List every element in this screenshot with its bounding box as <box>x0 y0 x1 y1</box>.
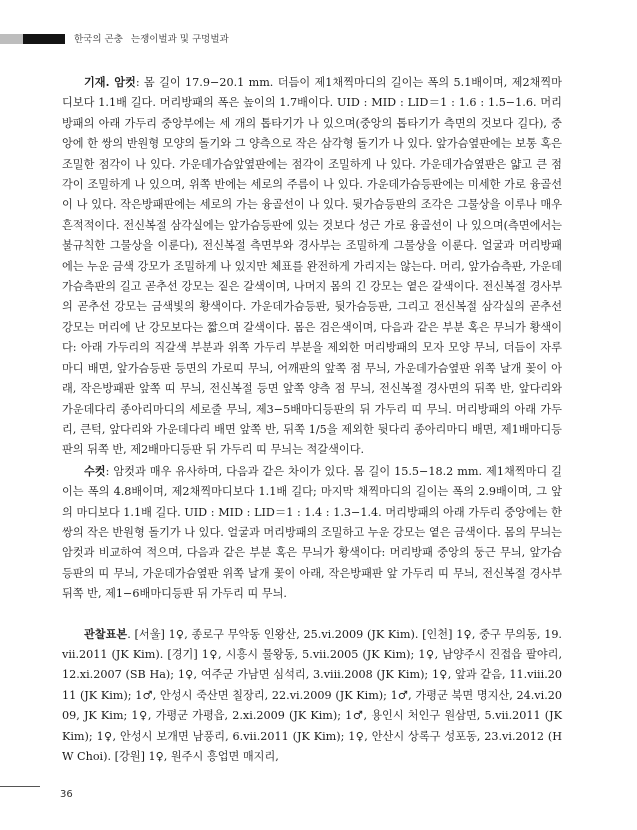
header-text <box>74 31 229 45</box>
chapter-title: 는쟁이벌과 및 구멍벌과 <box>130 34 229 45</box>
book-title: 한국의 곤충 <box>74 34 123 45</box>
description-female-text: : 몸 길이 17.9−20.1 mm. 더듬이 제1채찍마디의 길이는 폭의 5.1배이며, 제2채찍마디보다 1.1배 길다. 머리방패의 폭은 높이의 1.7배이다. UID : MID : LID＝1 : 1.6 : 1.5−1.6. 머리방패의 아래 가두리 중앙부에는 세 개의 톱타기가 나 있으며(중앙의 톱타기가 측면의 것보다 길다), 중앙에 한 쌍의 반원형 모양의 돌기와 그 양측으로 작은 삼각형 돌기가 나 있다. 앞가슴옆판에는 보통 혹은 조밀한 점각이 나 있다. 가운데가슴앞옆판에는 점각이 조밀하게 나 있다. 가운데가슴옆판은 얇고 큰 점각이 조밀하게 나 있으며, 위쪽 반에는 세로의 주름이 나 있다. 가운데가슴등판에는 미세한 가로 융골선이 나 있다. 작은방패판에는 세로의 가는 융골선이 나 있다. 뒷가슴등판의 조각은 그물상을 이루나 매우 흔적적이다. 전신복절 삼각실에는 앞가슴등판에 있는 것보다 성근 가로 융골선이 나 있으며(측면에서는 불규칙한 그물상을 이룬다), 전신복절 측면부와 경사부는 조밀하게 그물상을 이룬다. 얼굴과 머리방패에는 누운 금색 강모가 조밀하게 나 있지만 체표를 완전하게 가리지는 않는다. 머리, 앞가슴측판, 가운데가슴측판의 길고 곧추선 강모는 짙은 갈색이며, 나머지 몸의 긴 강모는 옅은 갈색이다. 전신복절 경사부의 곧추선 강모는 금색빛의 황색이다. 가운데가슴등판, 뒷가슴등판, 그리고 전신복절 삼각실의 곧추선 강모는 머리에 난 강모보다는 짧으며 갈색이다. 몸은 검은색이며, 다음과 같은 부분 혹은 무늬가 황색이다: 아래 가두리의 직갈색 부분과 위쪽 가두리 부분을 제외한 머리방패의 모자 모양 무늬, 더듬이 자루마디 배면, 앞가슴등판 등면의 가로띠 무늬, 어깨판의 앞쪽 점 무늬, 가운데가슴옆판 위쪽 날개 꽃이 아래, 작은방패판 앞쪽 띠 무늬, 전신복절 등면 앞쪽 양측 점 무늬, 전신복절 경사면의 뒤쪽 반, 앞다리와 가운데다리 종아리마디의 세로줄 무늬, 제3−5배마디등판의 뒤 가두리 띠 무늬. 머리방패의 아래 가두리, 큰턱, 앞다리와 가운데다리 배면 앞쪽 반, 뒤쪽 1/5을 제외한 뒷다리 종아리마디 배면, 제1배마디등판의 뒤쪽 반, 제2배마디등판 뒤 가두리 띠 무늬는 적갈색이다. <box>62 76 562 457</box>
body-text <box>62 72 562 767</box>
page-number: 36 <box>60 789 73 800</box>
footer-rule <box>0 786 40 787</box>
specimens-text: . [서울] 1♀, 종로구 무악동 인왕산, 25.vi.2009 (JK Kim). [인천] 1♀, 중구 무의동, 19.vii.2011 (JK Kim). [경기] 1♀, 시흥시 물왕동, 5.vii.2005 (JK Kim); 1♀, 남양주시 진접읍 팔야리, 12.xi.2007 (SB Ha); 1♀, 여주군 가남면 심석리, 3.viii.2008 (JK Kim); 1♀, 앞과 같음, 11.viii.2011 (JK Kim); 1♂, 안성시 죽산면 칠장리, 22.vi.2009 (JK Kim); 1♂, 가평군 북면 명지산, 24.vi.2009, JK Kim; 1♀, 가평군 가평읍, 2.xi.2009 (JK Kim); 1♂, 용인시 처인구 원삼면, 5.vii.2011 (JK Kim); 1♀, 안성시 보개면 남풍리, 6.vii.2011 (JK Kim); 1♀, 안산시 상록구 성포동, 23.vi.2012 (HW Choi). [강원] 1♀, 원주시 흥업면 매지리, <box>62 627 562 763</box>
header-bar-light <box>0 34 23 44</box>
description-male-paragraph <box>62 461 562 605</box>
description-female-label: 기재. 암컷 <box>84 75 136 89</box>
specimens-paragraph <box>62 624 562 768</box>
specimens-label: 관찰표본 <box>84 626 128 641</box>
description-male-text: : 암컷과 매우 유사하며, 다음과 같은 차이가 있다. 몸 길이 15.5−18.2 mm. 제1채찍마디 길이는 폭의 4.8배이며, 제2채찍마디보다 1.1배 길다; 마지막 채찍마디의 길이는 폭의 2.9배이며, 그 앞의 마디보다 1.1배 길다. UID : MID : LID＝1 : 1.4 : 1.3−1.4. 머리방패의 아래 가두리 중앙에는 한 쌍의 작은 반원형 돌기가 나 있다. 얼굴과 머리방패의 조밀하고 누운 강모는 옅은 금색이다. 몸의 무늬는 암컷과 비교하여 적으며, 다음과 같은 부분 혹은 무늬가 황색이다: 머리방패 중앙의 둥근 무늬, 앞가슴등판의 띠 무늬, 가운데가슴옆판 위쪽 날개 꽃이 아래, 작은방패판 앞 가두리 띠 무늬, 전신복절 경사부 뒤쪽 반, 제1−6배마디등판 뒤 가두리 띠 무늬. <box>62 464 562 601</box>
description-female-paragraph <box>62 72 562 461</box>
description-male-label: 수컷 <box>84 463 106 478</box>
header-bar-dark <box>23 34 65 44</box>
running-header <box>0 30 637 50</box>
paragraph-spacer <box>62 605 562 624</box>
page-footer <box>0 780 637 820</box>
